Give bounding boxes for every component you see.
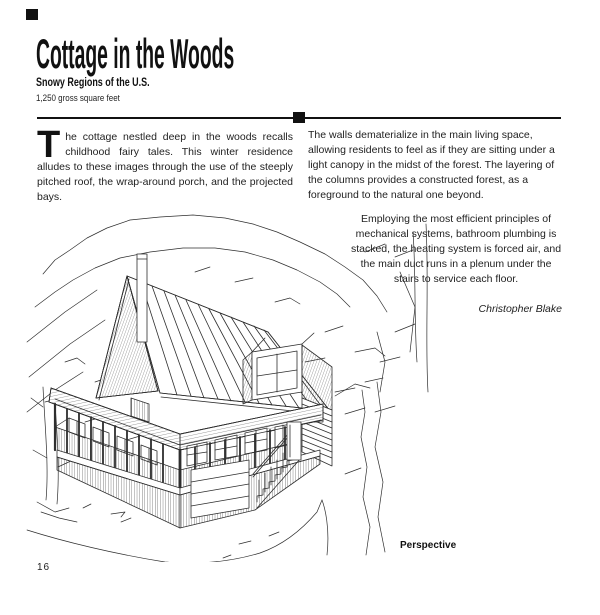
corner-square-ornament: [26, 9, 38, 20]
rule-square-ornament: [293, 112, 305, 123]
square-footage: 1,250 gross square feet: [36, 93, 120, 104]
page-number: 16: [37, 562, 51, 573]
garage-door: [191, 460, 249, 518]
drop-cap: T: [37, 124, 61, 166]
cottage-perspective-illustration: [25, 212, 435, 562]
chimney: [137, 254, 147, 342]
page-subtitle: Snowy Regions of the U.S.: [36, 77, 150, 89]
author-credit: Christopher Blake: [478, 303, 562, 315]
walls-paragraph: The walls dematerialize in the main living space, allowing residents to feel as if they are sitting under a light canopy in the midst of the forest. The layering of the columns provides a constructed forest, as a foreground to the natural one beyond.: [308, 129, 555, 201]
intro-paragraph: [37, 124, 293, 205]
right-column: [308, 128, 571, 203]
right-cliff: [335, 324, 415, 555]
intro-text: he cottage nestled deep in the woods recalls childhood fairy tales. This winter residence alludes to these images through the use of the steeply pitched roof, the wrap-around porch, and the projected bays.: [37, 131, 293, 203]
page-title: Cottage in the Woods: [36, 30, 235, 77]
illustration-svg: [25, 212, 435, 562]
systems-paragraph: Employing the most efficient principles of mechanical systems, bathroom plumbing is stacked, the heating system is forced air, and the main duct runs in a plenum under the stairs to service each floor.: [350, 213, 562, 285]
figure-caption: Perspective: [400, 540, 457, 551]
